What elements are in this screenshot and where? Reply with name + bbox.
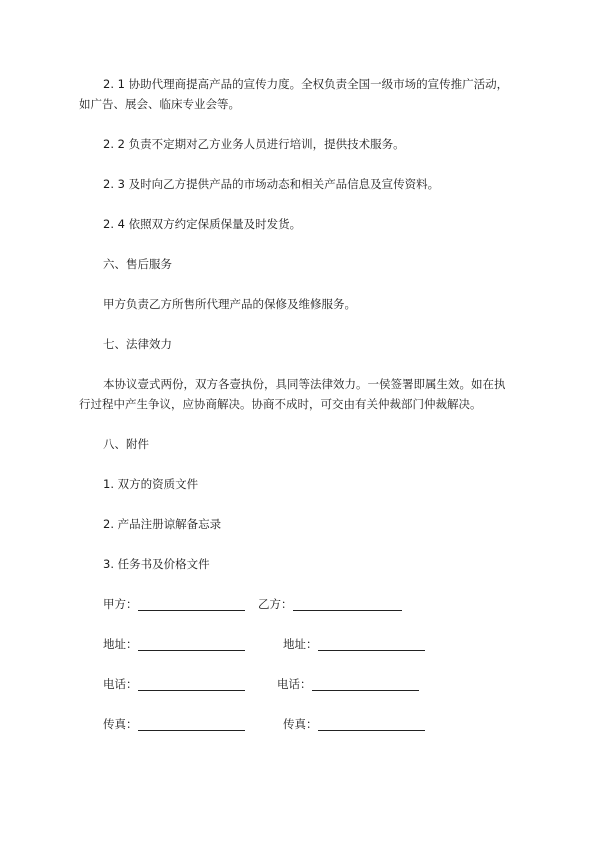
attachment-item-3: 3. 任务书及价格文件: [103, 557, 210, 571]
clause-2-3: 2. 3 及时向乙方提供产品的市场动态和相关产品信息及宣传资料。: [103, 177, 440, 191]
section-heading-after-sales: 六、售后服务: [103, 257, 172, 271]
after-sales-body: 甲方负责乙方所售所代理产品的保修及维修服务。: [103, 297, 356, 311]
party-b-label: 乙方：: [258, 597, 293, 611]
clause-2-1-line-2: 如广告、展会、临床专业会等。: [79, 97, 240, 111]
phone-b-label: 电话：: [277, 677, 312, 691]
signature-row-party: [0, 596, 595, 614]
attachment-item-1: 1. 双方的资质文件: [103, 477, 199, 491]
phone-a-label: 电话：: [103, 677, 138, 691]
legal-body-line-2: 行过程中产生争议，应协商解决。协商不成时，可交由有关仲裁部门仲裁解决。: [79, 397, 482, 411]
clause-2-1-line-1: 2. 1 协助代理商提高产品的宣传力度。全权负责全国一级市场的宣传推广活动，: [103, 77, 509, 91]
clause-2-2: 2. 2 负责不定期对乙方业务人员进行培训，提供技术服务。: [103, 137, 405, 151]
party-a-label: 甲方：: [103, 597, 138, 611]
address-b-label: 地址：: [283, 637, 318, 651]
fax-b-label: 传真：: [283, 717, 318, 731]
signature-row-address: [0, 636, 595, 654]
section-heading-legal: 七、法律效力: [103, 337, 172, 351]
fax-b-field[interactable]: [318, 730, 425, 731]
section-heading-attachments: 八、附件: [103, 437, 149, 451]
party-b-field[interactable]: [293, 610, 402, 611]
phone-b-field[interactable]: [312, 690, 419, 691]
address-a-field[interactable]: [138, 650, 245, 651]
clause-2-4: 2. 4 依照双方约定保质保量及时发货。: [103, 217, 302, 231]
fax-a-label: 传真：: [103, 717, 138, 731]
signature-row-fax: [0, 716, 595, 734]
address-b-field[interactable]: [318, 650, 425, 651]
fax-a-field[interactable]: [138, 730, 245, 731]
phone-a-field[interactable]: [138, 690, 245, 691]
address-a-label: 地址：: [103, 637, 138, 651]
party-a-field[interactable]: [138, 610, 245, 611]
legal-body-line-1: 本协议壹式两份，双方各壹执份，具同等法律效力。一侯签署即属生效。如在执: [103, 377, 506, 391]
signature-row-phone: [0, 676, 595, 694]
attachment-item-2: 2. 产品注册谅解备忘录: [103, 517, 222, 531]
